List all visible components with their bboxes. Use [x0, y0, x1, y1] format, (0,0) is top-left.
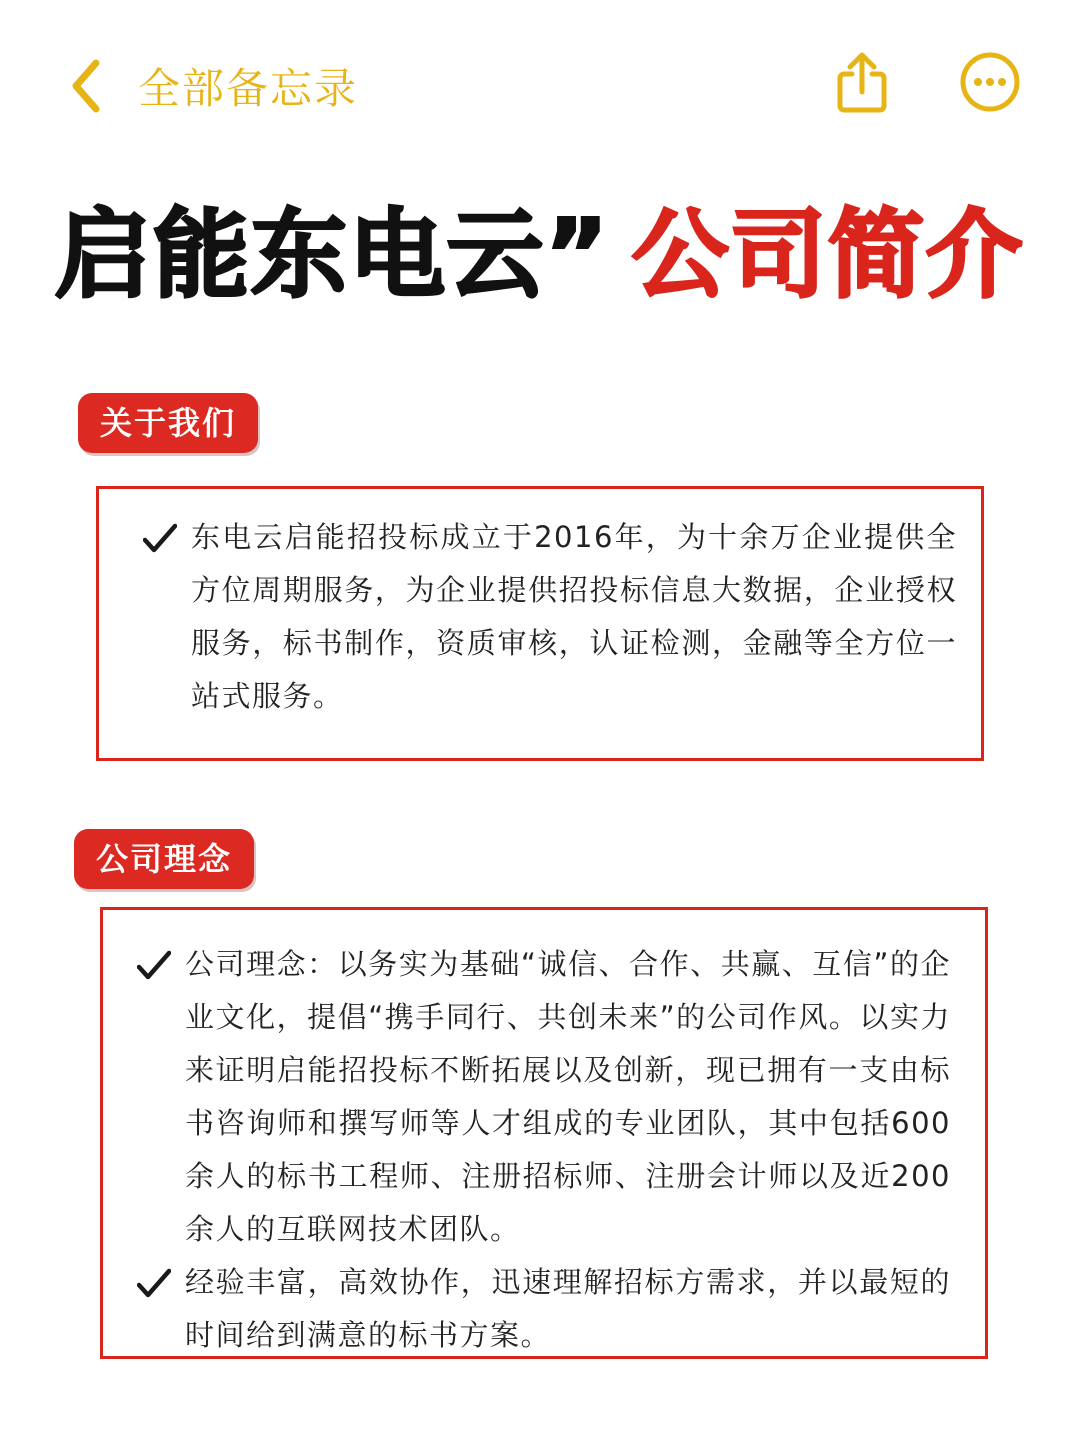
list-item — [137, 938, 951, 1256]
section-tag-philosophy: 公司理念 — [74, 829, 254, 889]
more-button[interactable] — [958, 50, 1022, 114]
share-icon — [830, 99, 894, 118]
back-label: 全部备忘录 — [138, 64, 359, 113]
chevron-left-icon — [70, 58, 102, 114]
checkmark-icon — [137, 1256, 185, 1309]
title-intro: 公司简介 — [632, 199, 1025, 311]
more-icon — [958, 99, 1022, 118]
philosophy-content-box — [100, 907, 988, 1359]
experience-text: 经验丰富，高效协作，迅速理解招标方需求，并以最短的时间给到满意的标书方案。 — [185, 1265, 951, 1352]
checkmark-icon — [143, 511, 191, 564]
navigation-bar — [0, 0, 1080, 170]
title-company: 启能东电云” — [55, 199, 611, 311]
list-item — [137, 1256, 951, 1362]
philosophy-text: 公司理念：以务实为基础“诚信、合作、共赢、互信”的企业文化，提倡“携手同行、共创未来”的公司作风。以实力来证明启能招投标不断拓展以及创新，现已拥有一支由标书咨询师和撰写师等人才组成的专业团队，其中包括600余人的标书工程师、注册招标师、注册会计师以及近200余人的互联网技术团队。 — [185, 947, 951, 1246]
back-button[interactable] — [70, 50, 358, 122]
about-content-box — [96, 486, 984, 761]
about-text: 东电云启能招投标成立于2016年，为十余万企业提供全方位周期服务，为企业提供招投标信息大数据，企业授权服务，标书制作，资质审核，认证检测，金融等全方位一站式服务。 — [191, 520, 957, 713]
list-item — [143, 511, 957, 723]
page-title — [55, 195, 1035, 315]
checkmark-icon — [137, 938, 185, 991]
section-tag-about: 关于我们 — [78, 393, 258, 453]
share-button[interactable] — [830, 50, 894, 114]
